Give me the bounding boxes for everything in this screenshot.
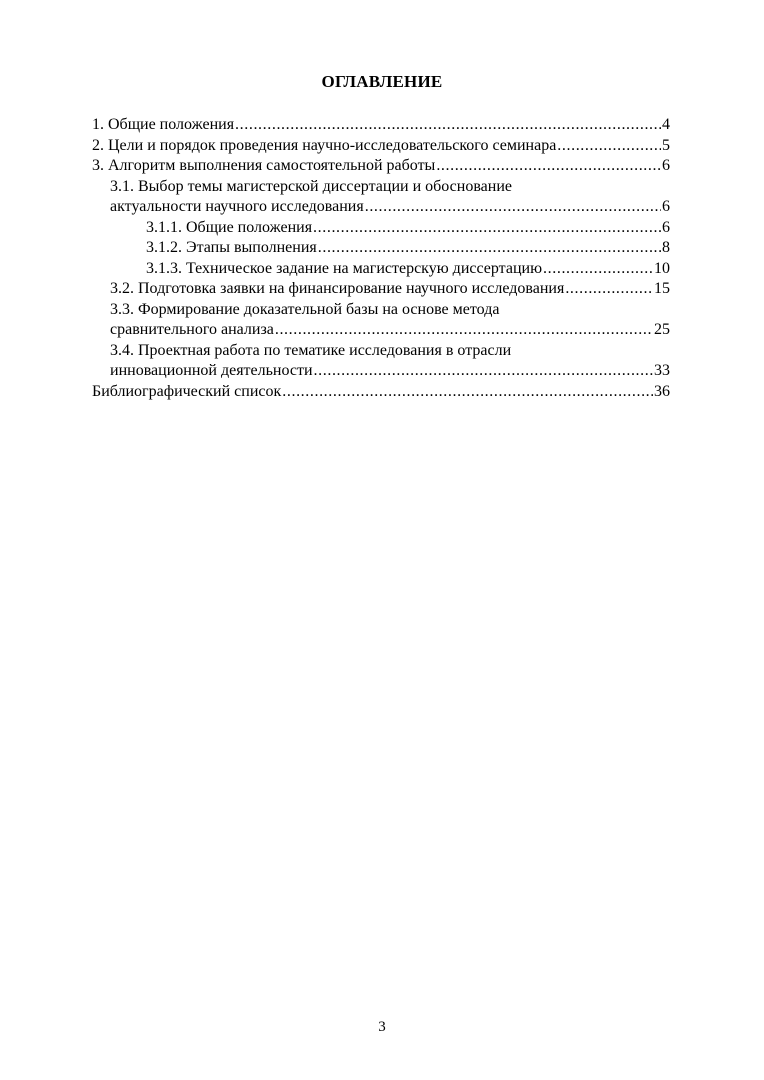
toc-entry-label-line1: 3.4. Проектная работа по тематике исследования в отрасли bbox=[110, 341, 512, 359]
toc-entry[interactable] bbox=[92, 382, 670, 403]
toc-entry[interactable] bbox=[92, 177, 670, 218]
toc-entry[interactable] bbox=[92, 218, 670, 239]
toc-entry-label: 2. Цели и порядок проведения научно-исследовательского семинара bbox=[92, 136, 557, 154]
toc-leader-dots bbox=[235, 115, 661, 136]
toc-entry-page: 10 bbox=[654, 259, 670, 277]
toc-entry-label: 1. Общие положения bbox=[92, 116, 235, 133]
toc-leader-dots bbox=[314, 361, 653, 382]
toc-entry-label: 3. Алгоритм выполнения самостоятельной работы bbox=[92, 157, 436, 174]
toc-entry-label: 3.1.1. Общие положения bbox=[146, 218, 313, 236]
toc-leader-dots bbox=[543, 259, 653, 280]
toc-entry-label: 3.1.2. Этапы выполнения bbox=[146, 239, 317, 256]
toc-leader-dots bbox=[313, 218, 661, 239]
toc-leader-dots bbox=[282, 382, 653, 403]
toc-leader-dots bbox=[365, 197, 661, 218]
table-of-contents bbox=[92, 115, 670, 402]
toc-entry[interactable] bbox=[92, 136, 670, 157]
toc-entry[interactable] bbox=[92, 279, 670, 300]
toc-leader-dots bbox=[565, 279, 653, 300]
toc-entry-page: 15 bbox=[654, 280, 670, 297]
toc-title: ОГЛАВЛЕНИЕ bbox=[321, 72, 443, 91]
page-number: 3 bbox=[378, 1019, 386, 1035]
toc-entry[interactable] bbox=[92, 341, 670, 382]
toc-entry-page: 25 bbox=[654, 321, 670, 338]
toc-entry-label: сравнительного анализа bbox=[110, 321, 274, 338]
toc-entry[interactable] bbox=[92, 156, 670, 177]
toc-entry-label: актуальности научного исследования bbox=[110, 198, 364, 215]
toc-entry-label-line1: 3.3. Формирование доказательной базы на основе метода bbox=[110, 300, 500, 318]
toc-entry-label: 3.1.3. Техническое задание на магистерскую диссертацию bbox=[146, 259, 543, 277]
toc-entry-label: 3.2. Подготовка заявки на финансирование научного исследования bbox=[110, 280, 565, 297]
toc-entry[interactable] bbox=[92, 238, 670, 259]
toc-entry[interactable] bbox=[92, 115, 670, 136]
toc-entry-page: 6 bbox=[662, 218, 670, 236]
toc-entry-page: 8 bbox=[662, 239, 670, 256]
toc-entry-page: 6 bbox=[662, 198, 670, 215]
toc-entry-label: Библиографический список bbox=[92, 382, 282, 400]
toc-entry-label: инновационной деятельности bbox=[110, 362, 313, 379]
toc-entry-page: 4 bbox=[662, 116, 670, 133]
toc-leader-dots bbox=[275, 320, 653, 341]
toc-leader-dots bbox=[318, 238, 661, 259]
toc-entry-label-line1: 3.1. Выбор темы магистерской диссертации и обоснование bbox=[110, 177, 512, 195]
toc-entry-page: 6 bbox=[662, 157, 670, 174]
toc-entry[interactable] bbox=[92, 300, 670, 341]
toc-leader-dots bbox=[557, 136, 661, 157]
toc-leader-dots bbox=[436, 156, 661, 177]
toc-entry-page: 33 bbox=[654, 362, 670, 379]
toc-entry-page: 36 bbox=[654, 382, 670, 400]
toc-entry-page: 5 bbox=[662, 136, 670, 154]
toc-entry[interactable] bbox=[92, 259, 670, 280]
